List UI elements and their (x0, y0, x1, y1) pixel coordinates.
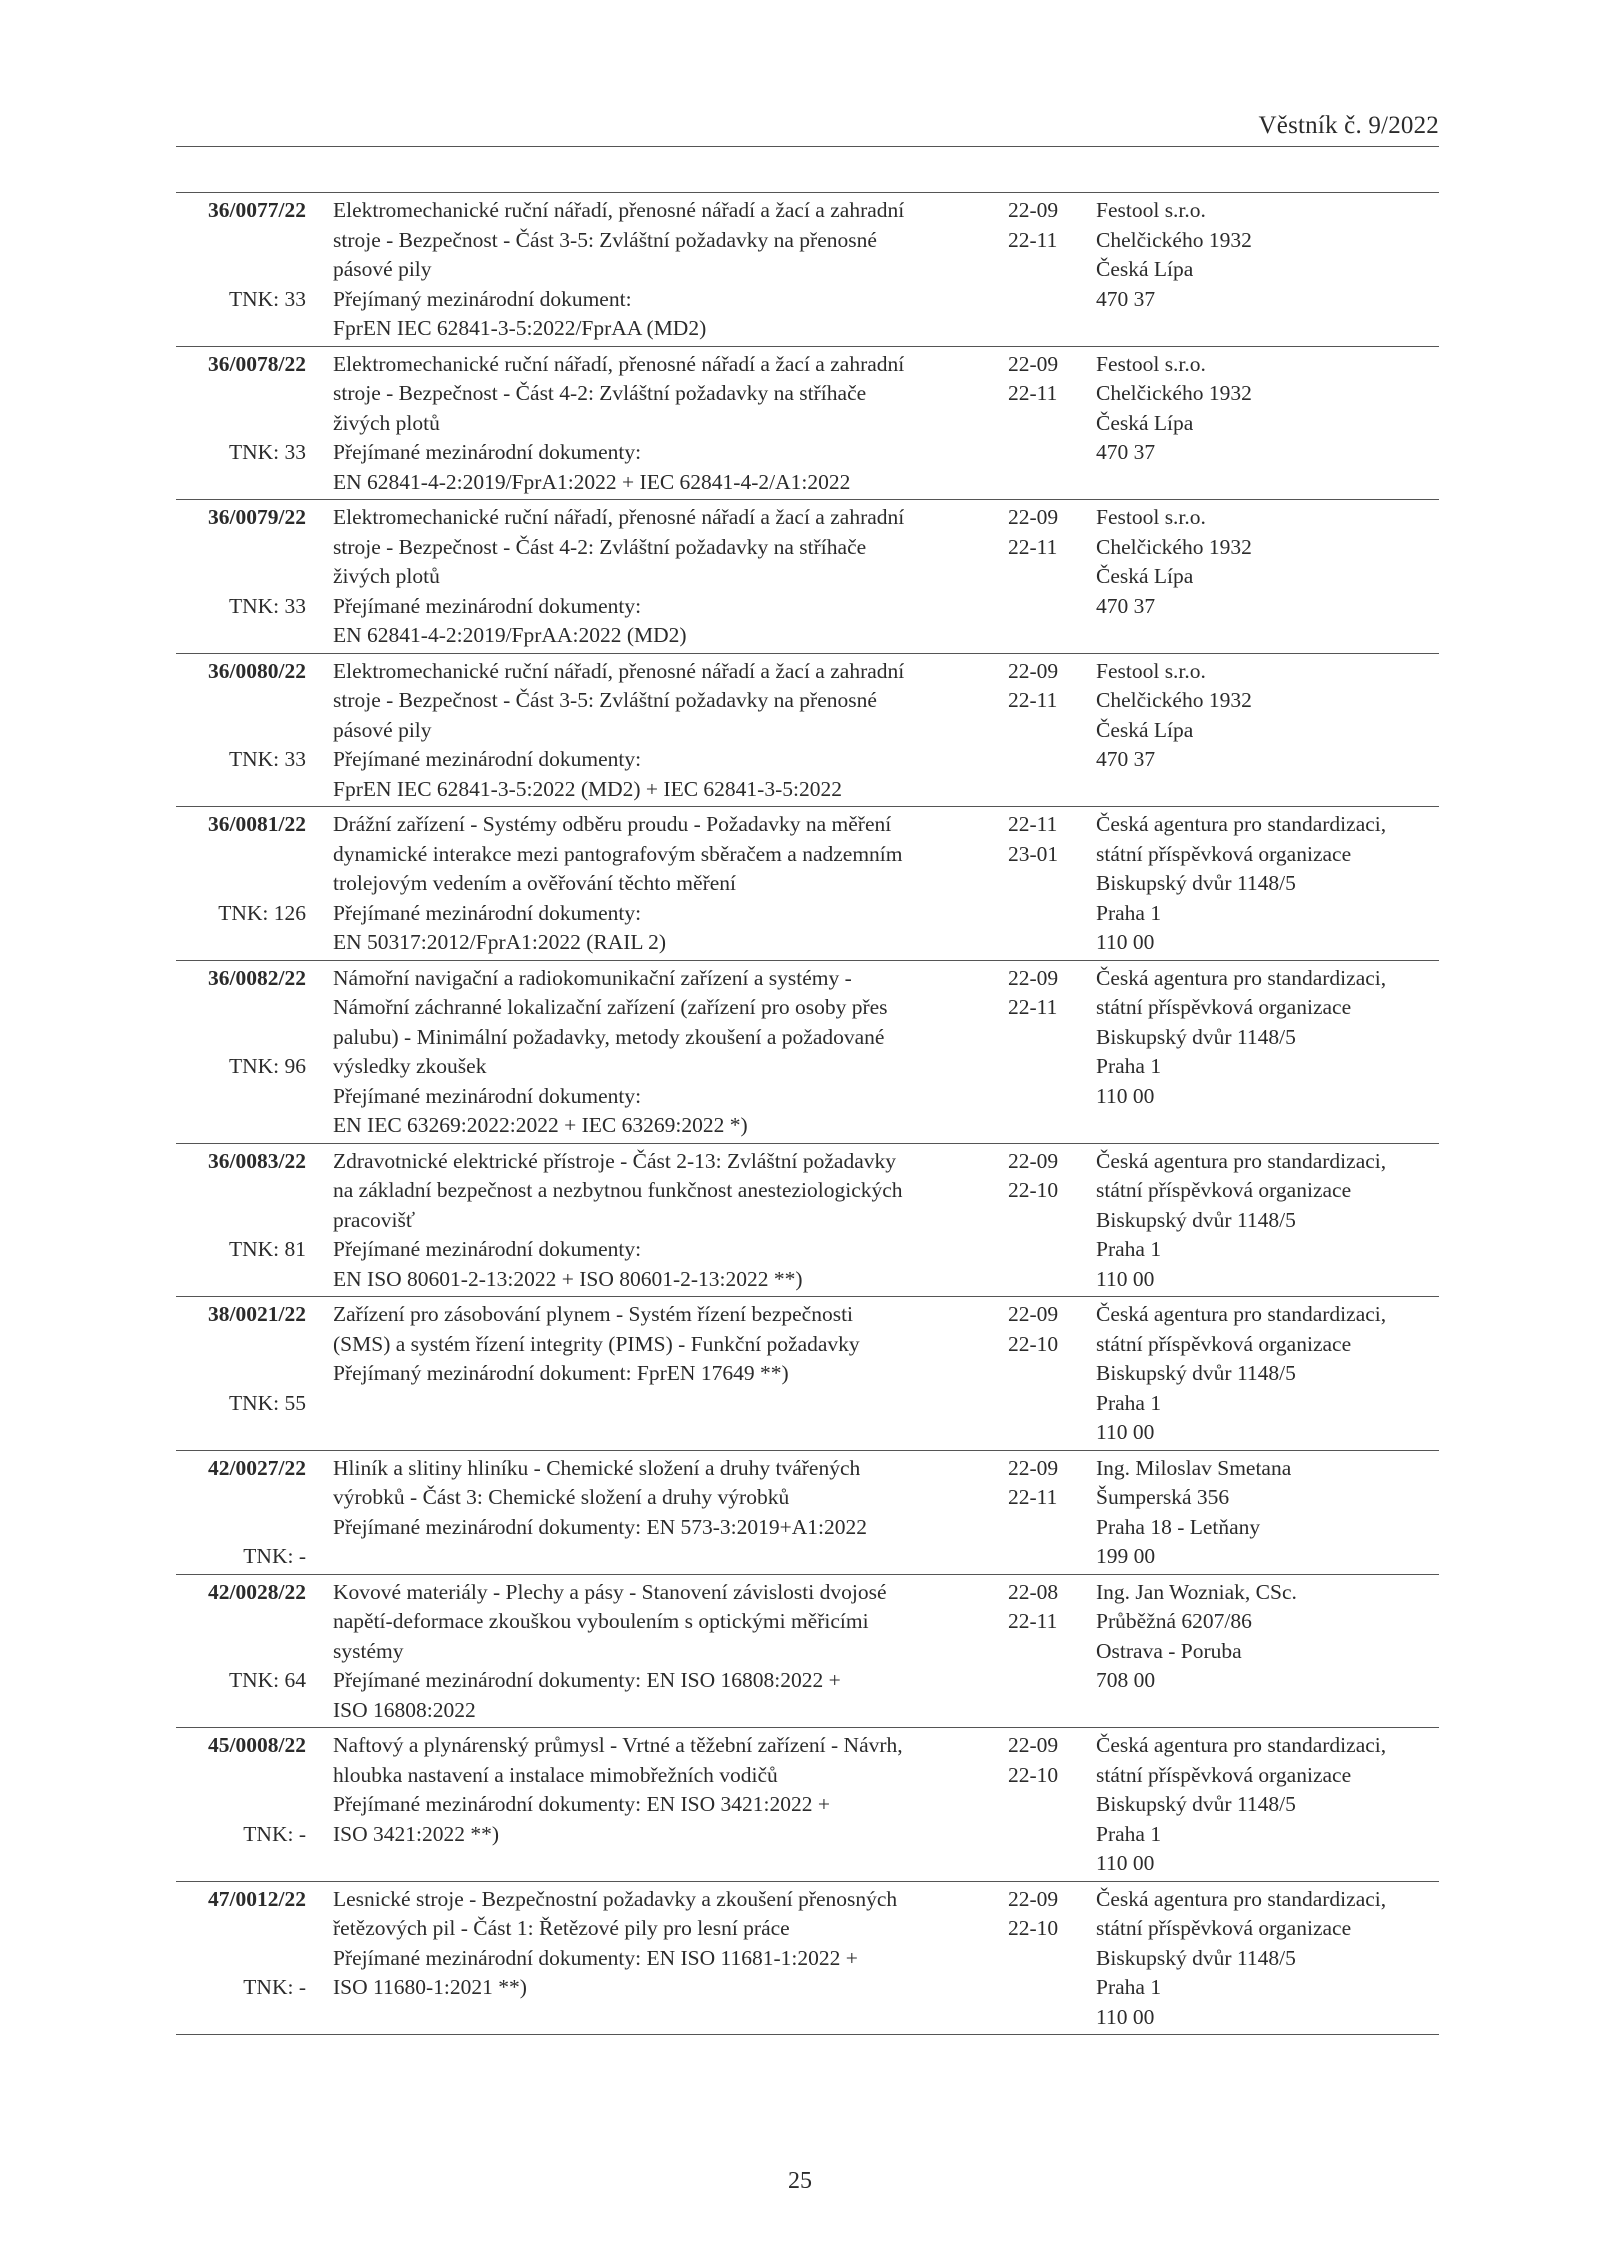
description-line: (SMS) a systém řízení integrity (PIMS) - Funkční požadavky (333, 1331, 860, 1356)
tnk-label: TNK: 64 (228, 1668, 306, 1692)
entry-dates (1008, 657, 1058, 716)
address-line: Praha 18 - Letňany (1096, 1514, 1261, 1539)
address-line: Praha 1 (1096, 1390, 1162, 1415)
entry-description (333, 810, 983, 958)
description-line: stroje - Bezpečnost - Část 3-5: Zvláštní požadavky na přenosné (333, 227, 877, 252)
tnk-label: TNK: 33 (228, 593, 306, 618)
entry-number: 36/0078/22 (208, 351, 306, 376)
description-line: Elektromechanické ruční nářadí, přenosné nářadí a žací a zahradní (333, 198, 905, 222)
description-line: EN 62841-4-2:2019/FprAA:2022 (MD2) (333, 623, 687, 647)
address-line: Praha 1 (1096, 1821, 1162, 1846)
description-line: řetězových pil - Část 1: Řetězové pily pro lesní práce (333, 1916, 790, 1940)
address-line: Praha 1 (1096, 1237, 1162, 1261)
description-line: Přejímané mezinárodní dokumenty: EN 573-3:2019+A1:2022 (333, 1514, 868, 1539)
entry-description (333, 964, 983, 1141)
tnk-label: TNK: 96 (228, 1054, 306, 1078)
date-value: 22-10 (1008, 1178, 1059, 1202)
entry-processor-address (1096, 1885, 1386, 2033)
address-line: 110 00 (1096, 1851, 1155, 1875)
address-line: Česká Lípa (1096, 410, 1194, 435)
address-line: Praha 1 (1096, 900, 1162, 925)
description-line: stroje - Bezpečnost - Část 4-2: Zvláštní požadavky na stříhače (333, 534, 867, 559)
tnk-label: TNK: 126 (218, 900, 306, 925)
tnk-label: TNK: - (243, 1544, 306, 1568)
entry-id-cell (176, 810, 306, 925)
description-line: Námořní záchranné lokalizační zařízení (zařízení pro osoby přes (333, 995, 888, 1019)
description-line: Přejímané mezinárodní dokumenty: EN ISO 11681-1:2022 + (333, 1945, 858, 1970)
table-row (176, 1574, 1439, 1728)
entry-processor-address (1096, 1731, 1386, 1879)
date-value: 22-11 (1008, 688, 1058, 712)
address-line: Česká agentura pro standardizaci, (1096, 965, 1387, 990)
address-line: Biskupský dvůr 1148/5 (1096, 1361, 1296, 1385)
entry-id-cell (176, 350, 306, 464)
description-line: pracovišť (333, 1207, 416, 1232)
address-line: 110 00 (1096, 1083, 1155, 1108)
description-line: ISO 11680-1:2021 **) (333, 1975, 527, 1999)
address-line: Česká agentura pro standardizaci, (1096, 1302, 1387, 1326)
table-row (176, 499, 1439, 653)
description-line: EN ISO 80601-2-13:2022 + ISO 80601-2-13:2022 **) (333, 1266, 803, 1291)
date-value: 22-10 (1008, 1916, 1059, 1940)
address-line: Chelčického 1932 (1096, 534, 1252, 559)
address-line: 110 00 (1096, 2004, 1155, 2029)
address-line: Festool s.r.o. (1096, 198, 1206, 222)
description-line: stroje - Bezpečnost - Část 4-2: Zvláštní požadavky na stříhače (333, 381, 867, 405)
address-line: 110 00 (1096, 1420, 1155, 1444)
journal-title: Věstník č. 9/2022 (1258, 112, 1439, 139)
date-value: 22-09 (1008, 1733, 1059, 1757)
date-value: 22-09 (1008, 1148, 1059, 1173)
address-line: Šumperská 356 (1096, 1485, 1230, 1509)
address-line: 199 00 (1096, 1544, 1156, 1568)
description-line: FprEN IEC 62841-3-5:2022 (MD2) + IEC 62841-3-5:2022 (333, 776, 842, 801)
entry-processor-address (1096, 350, 1252, 468)
entry-number: 36/0079/22 (208, 505, 306, 529)
description-line: dynamické interakce mezi pantografovým sběračem a nadzemním (333, 841, 903, 866)
address-line: 470 37 (1096, 286, 1156, 311)
entry-number: 36/0080/22 (208, 658, 306, 683)
entry-dates (1008, 196, 1058, 255)
description-line: Přejímaný mezinárodní dokument: (333, 286, 632, 311)
description-line: živých plotů (333, 410, 440, 435)
description-line: Přejímané mezinárodní dokumenty: (333, 900, 642, 925)
entry-id-cell (176, 1885, 306, 1999)
address-line: Festool s.r.o. (1096, 351, 1206, 376)
address-line: státní příspěvková organizace (1096, 1916, 1352, 1940)
entry-dates (1008, 1147, 1058, 1206)
address-line: Česká Lípa (1096, 257, 1194, 281)
date-value: 22-11 (1008, 227, 1058, 252)
address-line: Ing. Miloslav Smetana (1096, 1455, 1292, 1480)
table-row (176, 806, 1439, 960)
address-line: Průběžná 6207/86 (1096, 1609, 1252, 1633)
entry-id-cell (176, 657, 306, 771)
address-line: Biskupský dvůr 1148/5 (1096, 1207, 1296, 1232)
table-row (176, 653, 1439, 807)
entry-id-cell (176, 1454, 306, 1568)
table-row (176, 1727, 1439, 1881)
entry-id-cell (176, 1731, 306, 1846)
description-line: na základní bezpečnost a nezbytnou funkčnost anesteziologických (333, 1178, 903, 1202)
address-line: Česká Lípa (1096, 717, 1194, 742)
table-row (176, 1881, 1439, 2036)
address-line: 470 37 (1096, 440, 1156, 464)
entry-description (333, 196, 983, 344)
entry-description (333, 1731, 983, 1879)
tnk-label: TNK: - (243, 1821, 306, 1846)
entry-description (333, 350, 983, 498)
description-line: Přejímané mezinárodní dokumenty: EN ISO 3421:2022 + (333, 1792, 830, 1816)
entry-number: 38/0021/22 (208, 1302, 306, 1326)
description-line: výrobků - Část 3: Chemické složení a druhy výrobků (333, 1485, 790, 1509)
date-value: 22-10 (1008, 1762, 1059, 1787)
entry-processor-address (1096, 657, 1252, 775)
tnk-label: TNK: - (243, 1975, 306, 1999)
page-number: 25 (788, 2168, 812, 2194)
entry-processor-address (1096, 1578, 1297, 1696)
table-row (176, 1296, 1439, 1450)
description-line: Elektromechanické ruční nářadí, přenosné nářadí a žací a zahradní (333, 658, 905, 683)
entry-id-cell (176, 964, 306, 1078)
description-line: Přejímané mezinárodní dokumenty: (333, 1083, 642, 1108)
table-row (176, 1450, 1439, 1574)
entry-description (333, 1300, 983, 1448)
entry-processor-address (1096, 810, 1386, 958)
entry-id-cell (176, 196, 306, 311)
address-line: Česká agentura pro standardizaci, (1096, 812, 1387, 836)
description-line: Naftový a plynárenský průmysl - Vrtné a těžební zařízení - Návrh, (333, 1733, 903, 1757)
description-line: výsledky zkoušek (333, 1054, 487, 1078)
address-line: Praha 1 (1096, 1975, 1162, 1999)
description-line: napětí-deformace zkouškou vyboulením s optickými měřicími (333, 1609, 869, 1633)
entry-dates (1008, 350, 1058, 409)
description-line: ISO 16808:2022 (333, 1697, 476, 1722)
header-divider (176, 146, 1439, 147)
table-row (176, 346, 1439, 500)
standards-table (176, 192, 1439, 2035)
description-line: Elektromechanické ruční nářadí, přenosné nářadí a žací a zahradní (333, 505, 905, 529)
address-line: Ostrava - Poruba (1096, 1638, 1242, 1663)
address-line: 708 00 (1096, 1668, 1156, 1692)
address-line: Festool s.r.o. (1096, 505, 1206, 529)
tnk-label: TNK: 33 (228, 286, 306, 311)
entry-dates (1008, 1578, 1058, 1637)
table-row (176, 960, 1439, 1143)
entry-processor-address (1096, 1454, 1291, 1572)
address-line: Biskupský dvůr 1148/5 (1096, 1945, 1296, 1970)
entry-description (333, 1454, 983, 1572)
address-line: státní příspěvková organizace (1096, 995, 1352, 1019)
description-line: Zdravotnické elektrické přístroje - Část 2-13: Zvláštní požadavky (333, 1148, 896, 1173)
entry-dates (1008, 1885, 1058, 1944)
description-line: ISO 3421:2022 **) (333, 1821, 500, 1846)
date-value: 22-11 (1008, 534, 1058, 559)
tnk-label: TNK: 33 (228, 440, 306, 464)
address-line: 110 00 (1096, 1266, 1155, 1291)
description-line: EN IEC 63269:2022:2022 + IEC 63269:2022 *) (333, 1113, 748, 1137)
address-line: Praha 1 (1096, 1054, 1162, 1078)
description-line: Hliník a slitiny hliníku - Chemické složení a druhy tvářených (333, 1455, 861, 1480)
entry-dates (1008, 1454, 1058, 1513)
entry-dates (1008, 810, 1058, 869)
entry-number: 45/0008/22 (208, 1733, 306, 1757)
entry-processor-address (1096, 503, 1252, 621)
address-line: Biskupský dvůr 1148/5 (1096, 1792, 1296, 1816)
description-line: palubu) - Minimální požadavky, metody zkoušení a požadované (333, 1024, 885, 1049)
entry-id-cell (176, 1147, 306, 1261)
entry-id-cell (176, 1578, 306, 1692)
entry-description (333, 657, 983, 805)
date-value: 22-09 (1008, 351, 1059, 376)
entry-dates (1008, 1731, 1058, 1790)
description-line: EN 62841-4-2:2019/FprA1:2022 + IEC 62841-4-2/A1:2022 (333, 469, 851, 494)
date-value: 23-01 (1008, 841, 1059, 866)
address-line: Ing. Jan Wozniak, CSc. (1096, 1579, 1297, 1604)
address-line: 470 37 (1096, 747, 1156, 771)
entry-description (333, 503, 983, 651)
date-value: 22-08 (1008, 1579, 1059, 1604)
description-line: Drážní zařízení - Systémy odběru proudu - Požadavky na měření (333, 812, 892, 836)
tnk-label: TNK: 33 (228, 747, 306, 771)
entry-processor-address (1096, 1147, 1386, 1295)
table-row (176, 1143, 1439, 1297)
description-line: Zařízení pro zásobování plynem - Systém řízení bezpečnosti (333, 1302, 854, 1326)
entry-description (333, 1147, 983, 1295)
description-line: EN 50317:2012/FprA1:2022 (RAIL 2) (333, 930, 667, 954)
entry-id-cell (176, 1300, 306, 1415)
entry-dates (1008, 964, 1058, 1023)
entry-number: 36/0081/22 (208, 812, 306, 836)
description-line: stroje - Bezpečnost - Část 3-5: Zvláštní požadavky na přenosné (333, 688, 877, 712)
entry-id-cell (176, 503, 306, 618)
entry-dates (1008, 503, 1058, 562)
description-line: živých plotů (333, 564, 440, 588)
address-line: 110 00 (1096, 930, 1155, 954)
address-line: Biskupský dvůr 1148/5 (1096, 1024, 1296, 1049)
date-value: 22-11 (1008, 381, 1058, 405)
entry-number: 36/0083/22 (208, 1148, 306, 1173)
description-line: Kovové materiály - Plechy a pásy - Stanovení závislosti dvojosé (333, 1579, 887, 1604)
date-value: 22-09 (1008, 198, 1059, 222)
entry-processor-address (1096, 964, 1386, 1112)
date-value: 22-10 (1008, 1331, 1059, 1356)
address-line: Česká Lípa (1096, 564, 1194, 588)
address-line: Česká agentura pro standardizaci, (1096, 1886, 1387, 1911)
description-line: Lesnické stroje - Bezpečnostní požadavky a zkoušení přenosných (333, 1886, 898, 1911)
description-line: Námořní navigační a radiokomunikační zařízení a systémy - (333, 965, 852, 990)
address-line: Chelčického 1932 (1096, 688, 1252, 712)
description-line: Přejímané mezinárodní dokumenty: (333, 1237, 642, 1261)
description-line: pásové pily (333, 257, 432, 281)
address-line: Česká agentura pro standardizaci, (1096, 1733, 1387, 1757)
address-line: státní příspěvková organizace (1096, 841, 1352, 866)
date-value: 22-11 (1008, 812, 1058, 836)
entry-processor-address (1096, 196, 1252, 314)
entry-number: 36/0077/22 (208, 198, 306, 222)
entry-number: 42/0027/22 (208, 1455, 306, 1480)
date-value: 22-09 (1008, 505, 1059, 529)
table-row (176, 192, 1439, 346)
description-line: Přejímané mezinárodní dokumenty: (333, 593, 642, 618)
date-value: 22-11 (1008, 1609, 1058, 1633)
date-value: 22-09 (1008, 658, 1059, 683)
description-line: trolejovým vedením a ověřování těchto měření (333, 871, 736, 895)
entry-description (333, 1578, 983, 1726)
address-line: Chelčického 1932 (1096, 227, 1252, 252)
entry-number: 42/0028/22 (208, 1579, 306, 1604)
address-line: Biskupský dvůr 1148/5 (1096, 871, 1296, 895)
description-line: hloubka nastavení a instalace mimobřežních vodičů (333, 1762, 778, 1787)
tnk-label: TNK: 55 (228, 1390, 306, 1415)
description-line: Přejímané mezinárodní dokumenty: EN ISO 16808:2022 + (333, 1668, 841, 1692)
description-line: Přejímaný mezinárodní dokument: FprEN 17649 **) (333, 1361, 789, 1385)
entry-number: 36/0082/22 (208, 965, 306, 990)
address-line: Chelčického 1932 (1096, 381, 1252, 405)
description-line: FprEN IEC 62841-3-5:2022/FprAA (MD2) (333, 316, 707, 340)
tnk-label: TNK: 81 (228, 1237, 306, 1261)
description-line: Přejímané mezinárodní dokumenty: (333, 747, 642, 771)
address-line: Česká agentura pro standardizaci, (1096, 1148, 1387, 1173)
address-line: státní příspěvková organizace (1096, 1178, 1352, 1202)
date-value: 22-09 (1008, 1302, 1059, 1326)
address-line: státní příspěvková organizace (1096, 1331, 1352, 1356)
entry-dates (1008, 1300, 1058, 1359)
description-line: Elektromechanické ruční nářadí, přenosné nářadí a žací a zahradní (333, 351, 905, 376)
address-line: Festool s.r.o. (1096, 658, 1206, 683)
date-value: 22-09 (1008, 1886, 1059, 1911)
address-line: 470 37 (1096, 593, 1156, 618)
entry-number: 47/0012/22 (208, 1886, 306, 1911)
entry-processor-address (1096, 1300, 1386, 1448)
date-value: 22-09 (1008, 1455, 1059, 1480)
date-value: 22-11 (1008, 1485, 1058, 1509)
description-line: systémy (333, 1638, 404, 1663)
address-line: státní příspěvková organizace (1096, 1762, 1352, 1787)
description-line: Přejímané mezinárodní dokumenty: (333, 440, 642, 464)
date-value: 22-11 (1008, 995, 1058, 1019)
description-line: pásové pily (333, 717, 432, 742)
date-value: 22-09 (1008, 965, 1059, 990)
entry-description (333, 1885, 983, 2033)
